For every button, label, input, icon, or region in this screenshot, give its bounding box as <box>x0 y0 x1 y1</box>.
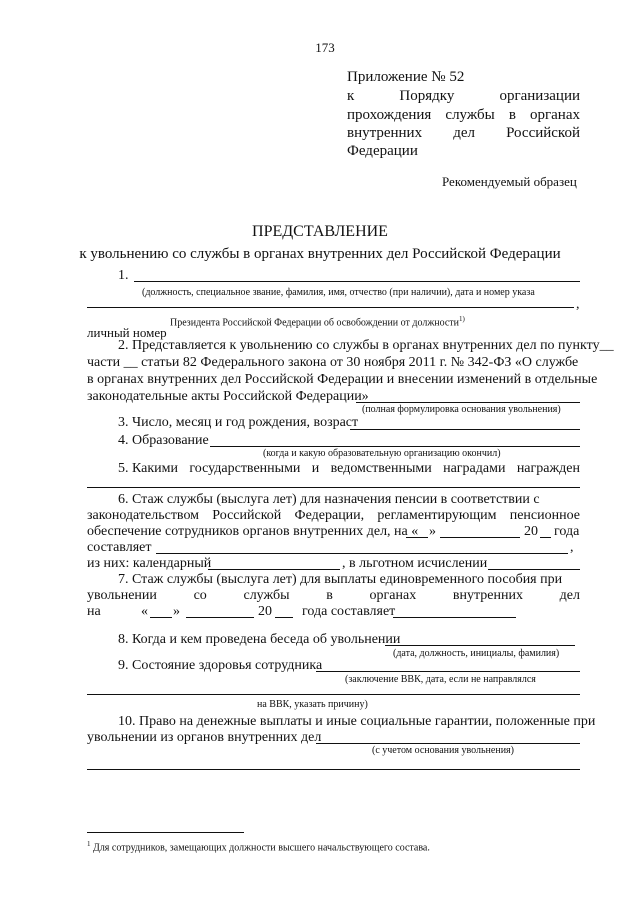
item-5-field[interactable] <box>87 487 580 488</box>
item-4-label: 4. Образование <box>118 433 209 448</box>
item-4-field[interactable] <box>210 446 580 447</box>
item-6-preferential-field[interactable] <box>488 569 580 570</box>
item-7-line-2: увольнении со службы в органах внутренних дел <box>87 588 580 603</box>
item-7-tail: года составляет <box>302 604 396 619</box>
appendix-line-4: Федерации <box>347 143 418 159</box>
item-6-comma: , <box>570 540 574 555</box>
footnote-text: $^1$ Для сотрудников, замещающих должности высшего начальствующего состава. <box>87 840 430 854</box>
item-6-total-label: составляет <box>87 540 152 555</box>
item-1-caption-1: (должность, специальное звание, фамилия, имя, отчество (при наличии), дата и номер указа <box>142 287 535 298</box>
item-1-number: 1. <box>118 268 129 283</box>
item-1-caption-2: Президента Российской Федерации об освобождении от должности$^{1)}$ <box>170 315 465 329</box>
item-2-line-2: части __ статьи 82 Федерального закона от 30 ноября 2011 г. № 342-ФЗ «О службе <box>87 355 579 370</box>
document-title: ПРЕДСТАВЛЕНИЕ <box>252 223 388 240</box>
item-7-year-field[interactable] <box>275 617 293 618</box>
item-6-line-2: законодательством Российской Федерации, регламентирующим пенсионное <box>87 508 580 523</box>
item-2-field[interactable] <box>356 402 580 403</box>
appendix-line-1: к Порядку организации <box>347 88 580 104</box>
item-7-month-field[interactable] <box>186 617 254 618</box>
item-4-caption: (когда и какую образовательную организацию окончил) <box>263 448 501 459</box>
item-8-label: 8. Когда и кем проведена беседа об увольнении <box>118 632 401 647</box>
item-3-field[interactable] <box>350 429 580 430</box>
item-5-label: 5. Какими государственными и ведомственными наградами награжден <box>118 461 580 476</box>
item-1-field-2[interactable] <box>87 307 574 308</box>
item-3-label: 3. Число, месяц и год рождения, возраст <box>118 415 359 430</box>
item-9-field-2[interactable] <box>87 694 580 695</box>
item-2-line-3: в органах внутренних дел Российской Федерации и внесении изменений в отдельные <box>87 372 598 387</box>
item-2-line-4: законодательные акты Российской Федерации» <box>87 389 369 404</box>
item-10-line-1: 10. Право на денежные выплаты и иные социальные гарантии, положенные при <box>118 714 596 729</box>
item-6-year-word: года <box>554 524 580 539</box>
personal-number-label: личный номер <box>87 325 167 340</box>
item-6-calendar-field[interactable] <box>208 569 340 570</box>
item-9-caption: (заключение ВВК, дата, если не направлялся <box>345 674 536 685</box>
item-6-preferential-label: , в льготном исчислении <box>342 556 488 571</box>
item-7-day-field[interactable] <box>150 617 172 618</box>
appendix-line-3: внутренних дел Российской <box>347 125 580 141</box>
item-9-label: 9. Состояние здоровья сотрудника <box>118 658 323 673</box>
appendix-line-2: прохождения службы в органах <box>347 107 580 123</box>
document-subtitle: к увольнению со службы в органах внутренних дел Российской Федерации <box>79 246 561 262</box>
appendix-title: Приложение № 52 <box>347 69 465 85</box>
item-6-year-field[interactable] <box>540 537 551 538</box>
item-8-caption: (дата, должность, инициалы, фамилия) <box>393 648 560 659</box>
item-2-caption: (полная формулировка основания увольнения) <box>362 404 561 415</box>
footnote-divider <box>87 832 244 833</box>
item-10-line-2: увольнении из органов внутренних дел <box>87 730 322 745</box>
item-6-line-3: обеспечение сотрудников органов внутренних дел, на « <box>87 524 419 539</box>
item-6-day-field[interactable] <box>406 537 428 538</box>
item-6-month-field[interactable] <box>440 537 520 538</box>
item-7-total-field[interactable] <box>393 617 516 618</box>
item-10-field[interactable] <box>316 743 580 744</box>
item-6-quote-close: » <box>429 524 436 539</box>
item-10-caption: (с учетом основания увольнения) <box>372 745 514 756</box>
item-6-total-field[interactable] <box>156 553 568 554</box>
item-2-line-1: 2. Представляется к увольнению со службы в органах внутренних дел по пункту__ <box>118 338 614 353</box>
page-number: 173 <box>315 40 335 55</box>
item-8-field[interactable] <box>385 645 575 646</box>
item-6-calendar-label: из них: календарный <box>87 556 212 571</box>
item-7-year-prefix: 20 <box>258 604 272 619</box>
item-7-line-1: 7. Стаж службы (выслуга лет) для выплаты единовременного пособия при <box>118 572 563 587</box>
item-10-field-2[interactable] <box>87 769 580 770</box>
item-7-na: на <box>87 604 101 619</box>
item-6-year-prefix: 20 <box>524 524 538 539</box>
item-9-caption-2: на ВВК, указать причину) <box>257 699 368 710</box>
item-1-comma: , <box>576 297 580 312</box>
item-7-quote-open: « <box>141 604 148 619</box>
item-7-quote-close: » <box>173 604 180 619</box>
item-9-field[interactable] <box>316 671 580 672</box>
item-1-field[interactable] <box>134 281 580 282</box>
recommended-sample: Рекомендуемый образец <box>442 174 577 189</box>
item-6-line-1: 6. Стаж службы (выслуга лет) для назначения пенсии в соответствии с <box>118 492 540 507</box>
